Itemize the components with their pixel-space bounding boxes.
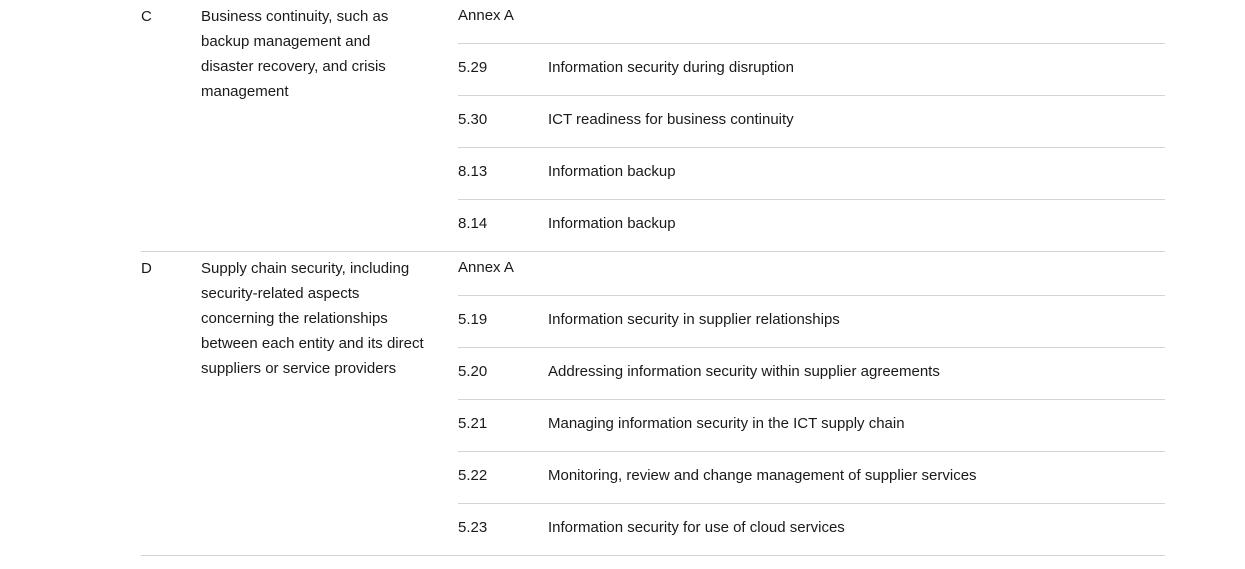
section-letter: D: [141, 260, 152, 277]
annex-label: Annex A: [458, 259, 514, 276]
section-d: [141, 252, 1165, 556]
control-title: ICT readiness for business continuity: [548, 111, 794, 128]
control-title: Information backup: [548, 215, 676, 232]
control-row: [458, 452, 1165, 504]
control-number: 5.20: [458, 363, 488, 380]
control-row: [458, 96, 1165, 148]
annex-header: [458, 252, 1165, 296]
control-title: Addressing information security within supplier agreements: [548, 363, 940, 380]
section-description: Supply chain security, including security-related aspects concerning the relationships between each entity and its direct suppliers or service providers: [201, 260, 424, 377]
control-number: 5.23: [458, 519, 488, 536]
control-number: 5.19: [458, 311, 488, 328]
control-title: Information security for use of cloud services: [548, 519, 845, 536]
control-row: [458, 504, 1165, 555]
requirements-table: [141, 0, 1165, 556]
control-row: [458, 348, 1165, 400]
control-number: 8.13: [458, 163, 488, 180]
control-row: [458, 44, 1165, 96]
control-title: Information security in supplier relationships: [548, 311, 840, 328]
annex-label: Annex A: [458, 7, 514, 24]
control-row: [458, 200, 1165, 251]
control-row: [458, 148, 1165, 200]
control-title: Information backup: [548, 163, 676, 180]
control-number: 5.21: [458, 415, 488, 432]
control-list: [458, 0, 1165, 251]
annex-header: [458, 0, 1165, 44]
control-number: 8.14: [458, 215, 488, 232]
control-list: [458, 252, 1165, 555]
section-letter: C: [141, 8, 152, 25]
control-title: Information security during disruption: [548, 59, 794, 76]
control-number: 5.29: [458, 59, 488, 76]
control-title: Monitoring, review and change management of supplier services: [548, 467, 977, 484]
control-row: [458, 296, 1165, 348]
control-title: Managing information security in the ICT supply chain: [548, 415, 905, 432]
control-number: 5.22: [458, 467, 488, 484]
section-description: Business continuity, such as backup management and disaster recovery, and crisis management: [201, 8, 389, 100]
control-row: [458, 400, 1165, 452]
control-number: 5.30: [458, 111, 488, 128]
section-c: [141, 0, 1165, 252]
